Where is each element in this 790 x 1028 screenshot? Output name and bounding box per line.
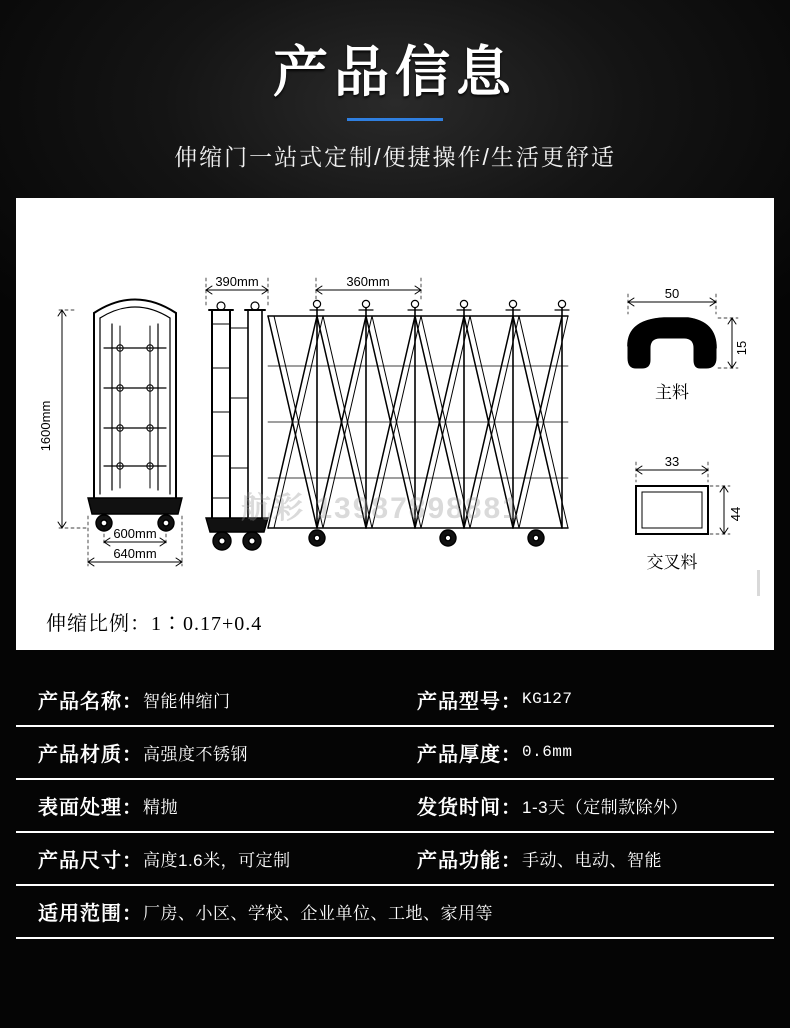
spec-key: 适用范围： — [38, 902, 143, 925]
dim-label-height: 1600mm — [38, 400, 53, 452]
spec-material — [16, 727, 395, 778]
spec-surface-treatment — [16, 780, 395, 831]
dim-label-44: 44 — [728, 506, 743, 521]
title-underline — [347, 118, 443, 121]
cross-profile-caption: 交叉料 — [646, 552, 698, 572]
spec-value: 1-3天（定制款除外） — [522, 797, 689, 817]
spec-key: 表面处理： — [38, 796, 143, 819]
spec-value: 0.6mm — [522, 743, 573, 762]
spec-key: 发货时间： — [417, 796, 522, 819]
spec-applications — [16, 886, 774, 937]
spec-product-name — [16, 674, 395, 725]
spec-key: 产品材质： — [38, 743, 143, 766]
dim-label-50: 50 — [664, 285, 680, 301]
retractable-gate-technical-drawing — [16, 198, 774, 650]
spec-functions — [395, 833, 774, 884]
technical-drawing-panel — [16, 198, 774, 650]
main-profile-caption: 主料 — [655, 382, 689, 402]
spec-thickness — [395, 727, 774, 778]
spec-value: 手动、电动、智能 — [522, 850, 662, 870]
spec-value: 精抛 — [143, 797, 178, 817]
spec-value: 智能伸缩门 — [143, 691, 231, 711]
spec-delivery-time — [395, 780, 774, 831]
dim-label-33: 33 — [664, 453, 680, 469]
table-row — [16, 886, 774, 939]
dim-label-360: 360mm — [346, 273, 390, 289]
table-row — [16, 833, 774, 886]
dim-label-390: 390mm — [215, 273, 259, 289]
spec-value: 高强度不锈钢 — [143, 744, 248, 764]
dim-label-600: 600mm — [113, 525, 157, 541]
page-header — [0, 0, 790, 172]
spec-key: 产品型号： — [417, 690, 522, 713]
spec-key: 产品功能： — [417, 849, 522, 872]
spec-key: 产品名称： — [38, 690, 143, 713]
product-spec-table — [16, 674, 774, 939]
spec-value: KG127 — [522, 690, 573, 709]
table-row — [16, 727, 774, 780]
page-subtitle: 伸缩门一站式定制/便捷操作/生活更舒适 — [174, 143, 616, 170]
spec-key: 产品尺寸： — [38, 849, 143, 872]
watermark-text: 航彩 13987898881 — [241, 491, 521, 525]
spec-value: 高度1.6米，可定制 — [143, 850, 291, 870]
spec-key: 产品厚度： — [417, 743, 522, 766]
spec-value: 厂房、小区、学校、企业单位、工地、家用等 — [143, 903, 493, 923]
dim-label-640: 640mm — [113, 545, 157, 561]
table-row — [16, 674, 774, 727]
panel-edge-marker — [757, 570, 760, 596]
table-row — [16, 780, 774, 833]
spec-dimensions — [16, 833, 395, 884]
dim-label-15: 15 — [734, 340, 749, 355]
page-title: 产品信息 — [272, 41, 517, 103]
retraction-ratio-label: 伸缩比例：1∶0.17+0.4 — [46, 612, 263, 635]
spec-product-model — [395, 674, 774, 725]
